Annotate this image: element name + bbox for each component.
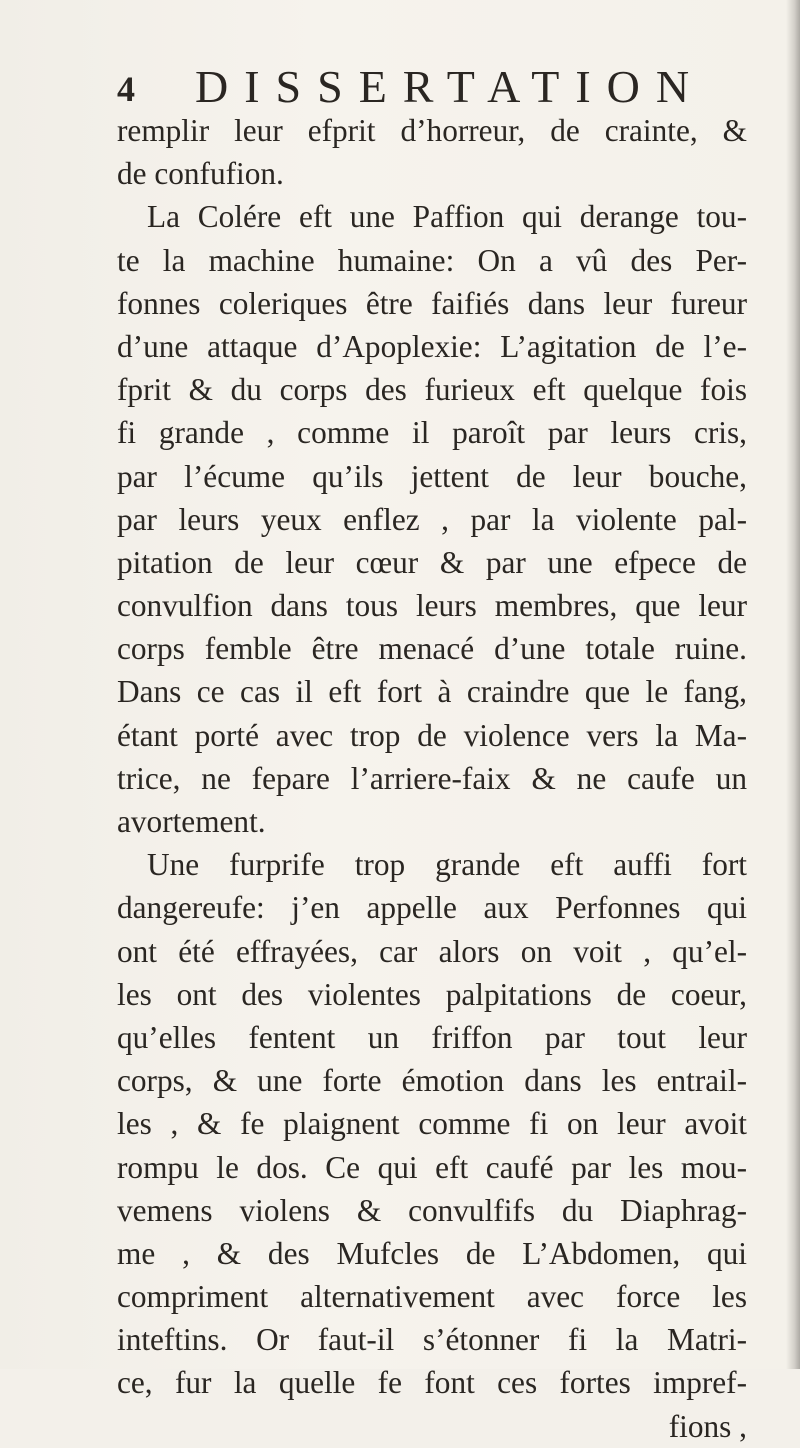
text-line: pitation de leur cœur & par une efpece de — [117, 544, 747, 580]
text-line: qu’elles fentent un friffon par tout leur — [117, 1019, 747, 1055]
text-line: compriment alternativement avec force les — [117, 1279, 747, 1315]
text-line: corps, & une forte émotion dans les entrail- — [117, 1063, 747, 1099]
text-line: de confufion. — [117, 156, 284, 192]
text-line: te la machine humaine: On a vû des Per- — [117, 242, 747, 278]
running-head: DISSERTATION — [195, 61, 706, 112]
text-line: dangereufe: j’en appelle aux Perfonnes qui — [117, 890, 747, 926]
text-line: rompu le dos. Ce qui eft caufé par les mou- — [117, 1149, 747, 1185]
text-line: me , & des Mufcles de L’Abdomen, qui — [117, 1235, 747, 1271]
text-line: fonnes coleriques être faifiés dans leur fureur — [117, 285, 747, 321]
page-header — [117, 60, 717, 116]
text-line: par leurs yeux enflez , par la violente pal- — [117, 501, 747, 537]
text-line: fi grande , comme il paroît par leurs cris, — [117, 415, 747, 451]
text-line: remplir leur efprit d’horreur, de crainte, & — [117, 113, 747, 148]
text-line: avortement. — [117, 804, 266, 839]
text-line: corps femble être menacé d’une totale ruine. — [117, 631, 747, 667]
text-line: trice, ne fepare l’arriere-faix & ne caufe un — [117, 760, 747, 796]
text-line: inteftins. Or faut-il s’étonner fi la Matri- — [117, 1322, 747, 1358]
text-line: fions , — [668, 1408, 747, 1444]
text-line: ce, fur la quelle fe font ces fortes impref- — [117, 1365, 747, 1401]
page-number: 4 — [117, 69, 135, 109]
text-line: vemens violens & convulfifs du Diaphrag- — [117, 1192, 747, 1228]
text-line: étant porté avec trop de violence vers la Ma- — [117, 717, 747, 753]
text-line: Dans ce cas il eft fort à craindre que le fang, — [117, 674, 747, 710]
text-line: ont été effrayées, car alors on voit , qu’el- — [117, 933, 747, 969]
text-line: les ont des violentes palpitations de coeur, — [117, 976, 747, 1012]
text-line: fprit & du corps des furieux eft quelque fois — [117, 372, 747, 408]
page-edge-shadow — [786, 0, 800, 1369]
text-line: par l’écume qu’ils jettent de leur bouche, — [117, 458, 747, 494]
text-line: Une furprife trop grande eft auffi fort — [147, 847, 747, 883]
body-text — [117, 109, 747, 1448]
text-line: convulfion dans tous leurs membres, que leur — [117, 588, 747, 624]
text-line: La Colére eft une Paffion qui derange tou- — [147, 199, 747, 235]
text-line: les , & fe plaignent comme fi on leur avoit — [117, 1106, 747, 1142]
text-line: d’une attaque d’Apoplexie: L’agitation de l’e- — [117, 328, 747, 364]
